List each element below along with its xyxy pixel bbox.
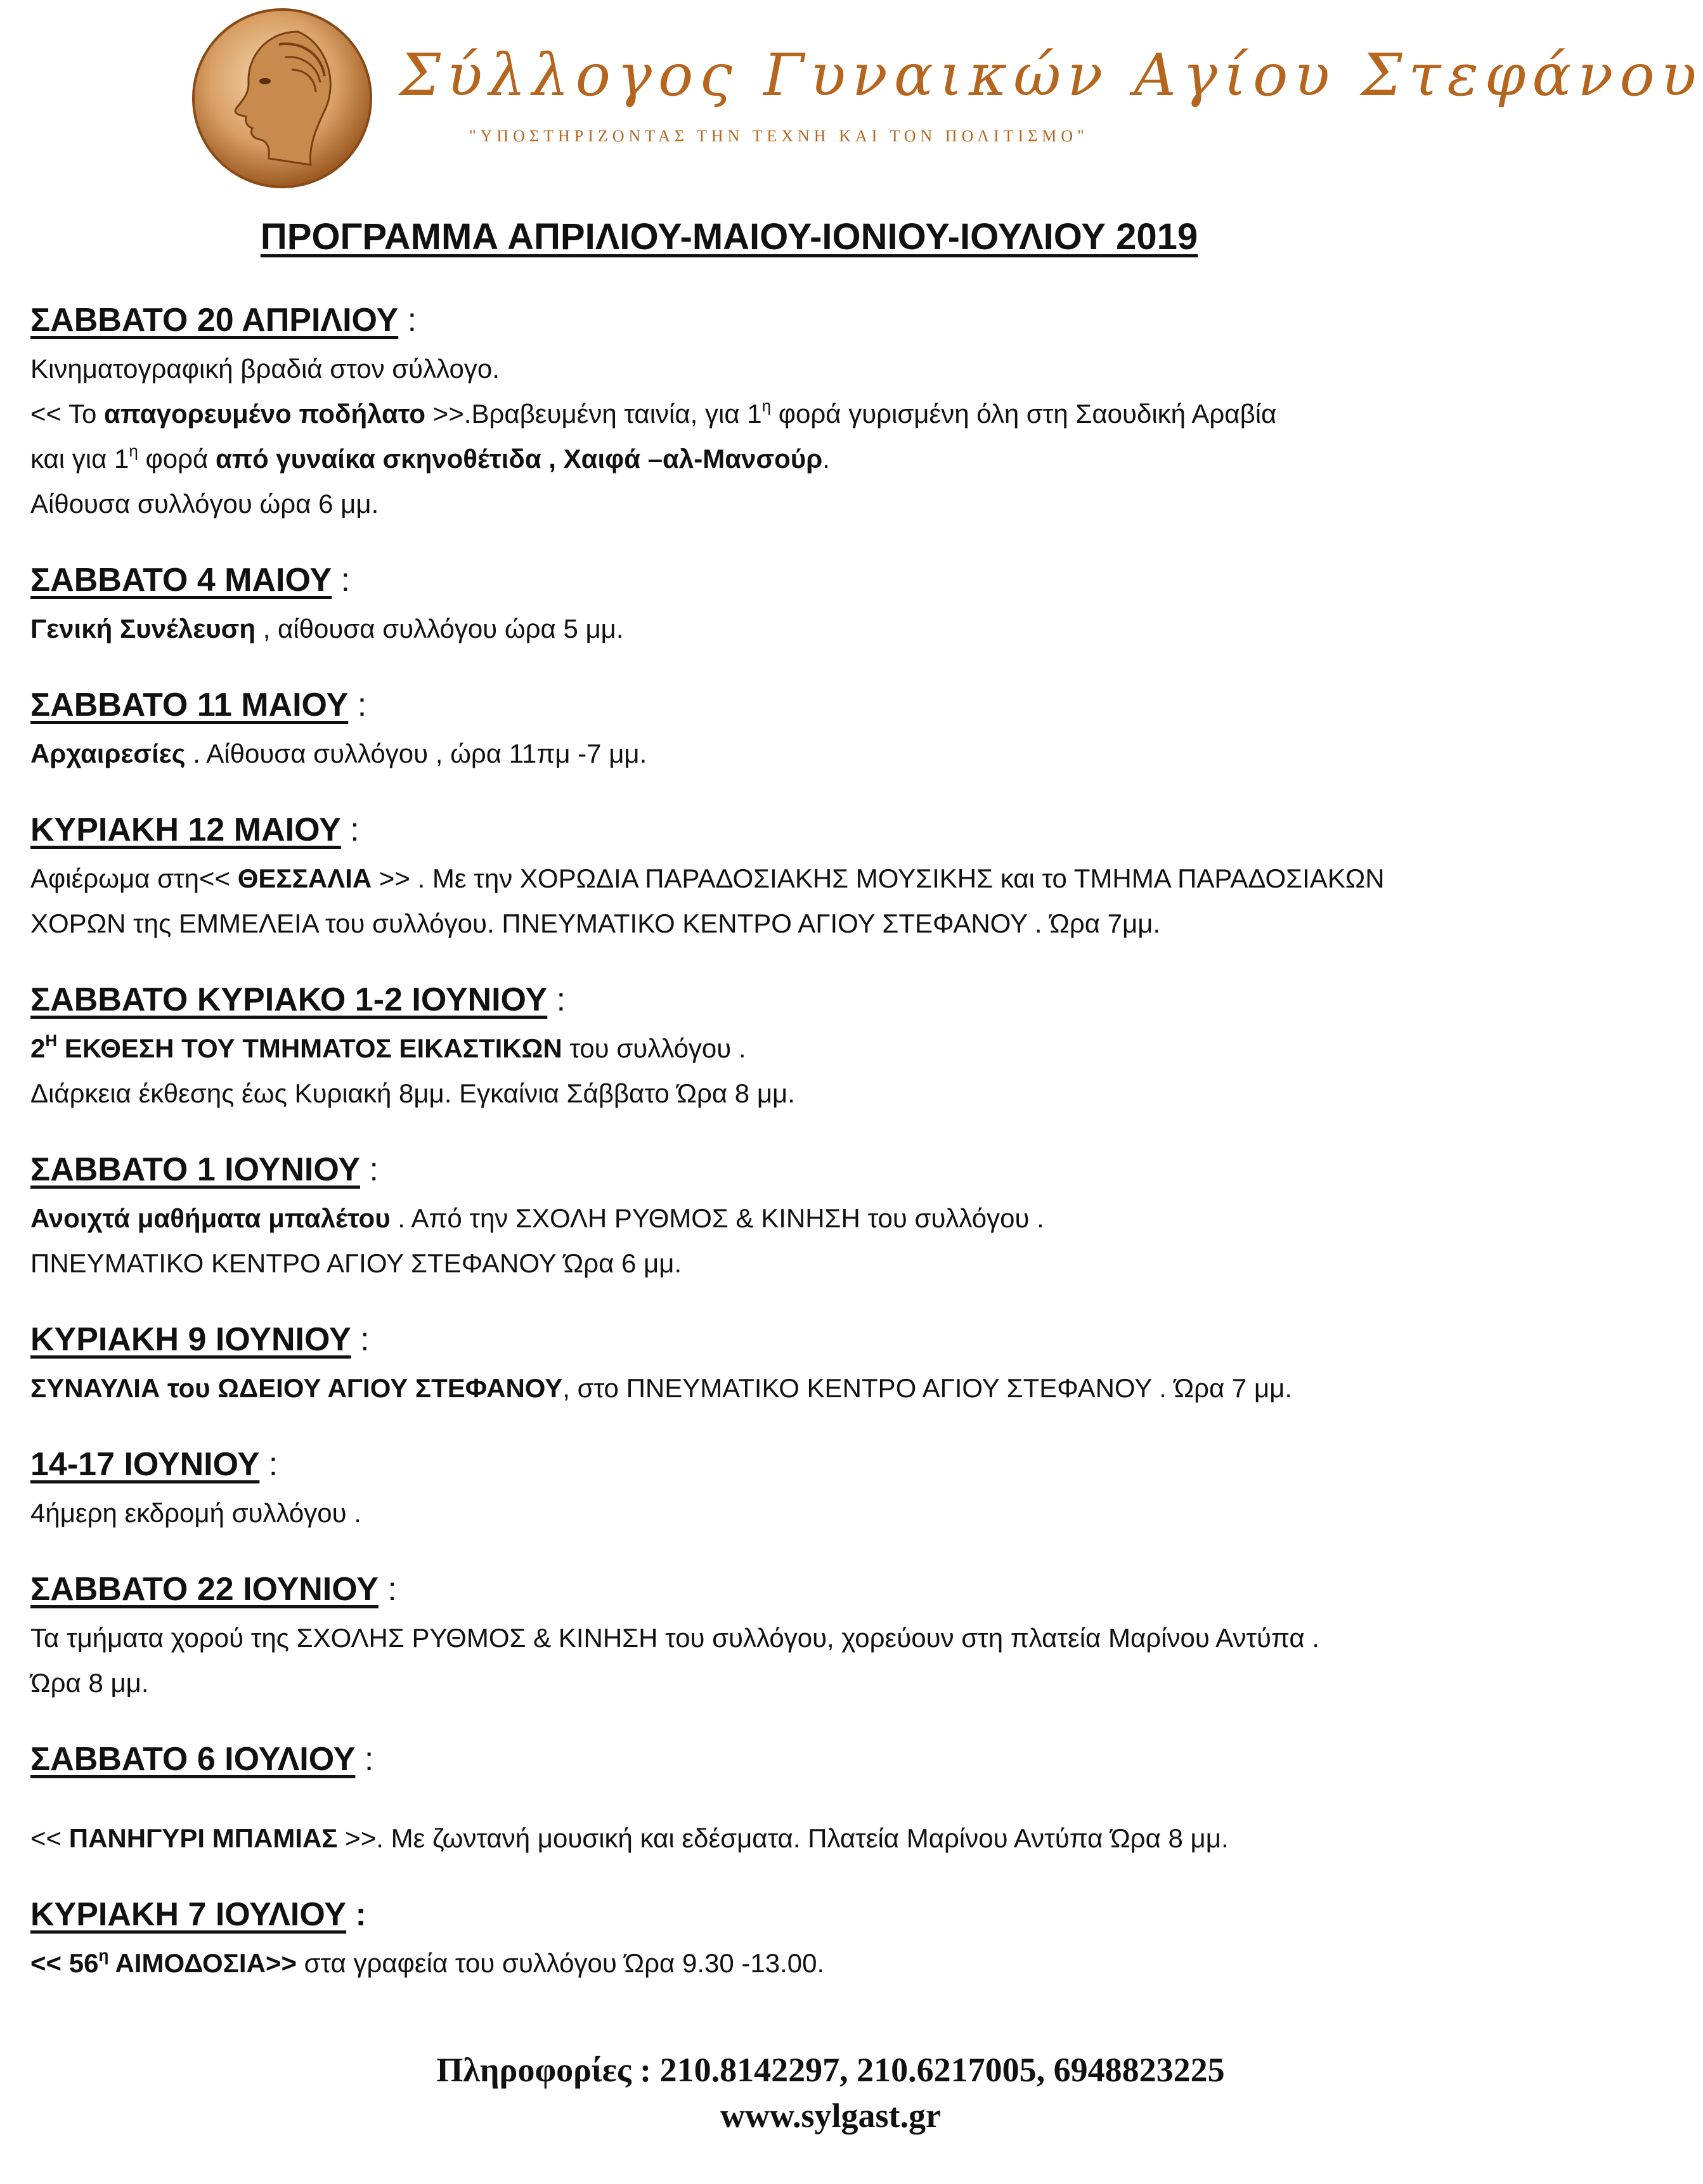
event-text: , αίθουσα συλλόγου ώρα 5 μμ. xyxy=(256,614,624,643)
event-date-heading xyxy=(30,558,1476,602)
event-date: ΣΑΒΒΑΤΟ 11 ΜΑΙΟΥ xyxy=(30,687,349,723)
event-text-bold: από γυναίκα σκηνοθέτιδα , Χαιφά –αλ-Μανσούρ xyxy=(216,444,823,474)
page-title: ΠΡΟΓΡΑΜΜΑ ΑΠΡΙΛΙΟΥ-ΜΑΙΟΥ-ΙΟΝΙΟΥ-ΙΟΥΛΙΟΥ 2019 xyxy=(260,216,1198,257)
event-date-heading xyxy=(30,683,1476,727)
event-detail-line xyxy=(30,1660,1476,1705)
event-text: στα γραφεία του συλλόγου Ώρα 9.30 -13.00. xyxy=(296,1948,825,1978)
event-date-colon: : xyxy=(360,1151,379,1188)
event-detail-line xyxy=(30,1071,1476,1116)
event-text: >> . Με την ΧΟΡΩΔΙΑ ΠΑΡΑΔΟΣΙΑΚΗΣ ΜΟΥΣΙΚΗΣ και το ΤΜΗΜΑ ΠΑΡΑΔΟΣΙΑΚΩΝ xyxy=(372,863,1385,893)
event-date-heading xyxy=(30,1442,1476,1487)
event-text-bold: Γενική Συνέλευση xyxy=(30,614,256,643)
event-detail-line xyxy=(30,901,1476,946)
event-text: Κινηματογραφική βραδιά στον σύλλογο. xyxy=(30,354,500,384)
event-detail-line xyxy=(30,1366,1476,1411)
event-detail-line xyxy=(30,731,1476,776)
event-date-colon: : xyxy=(355,1741,374,1778)
event-text: του συλλόγου . xyxy=(562,1033,746,1063)
event-date-heading xyxy=(30,1892,1476,1937)
event-detail-line xyxy=(30,1941,1476,1986)
event-detail-line xyxy=(30,856,1476,901)
event-text: φορά xyxy=(138,444,216,474)
event-detail-line xyxy=(30,1615,1476,1660)
event-date-colon: : xyxy=(332,562,351,598)
event-date: ΚΥΡΙΑΚΗ 7 ΙΟΥΛΙΟΥ xyxy=(30,1896,347,1933)
event-date-colon: : xyxy=(398,302,417,339)
event-detail-line xyxy=(30,1196,1476,1241)
event-detail-line xyxy=(30,1026,1476,1071)
event-date-heading xyxy=(30,298,1476,342)
event-date: ΣΑΒΒΑΤΟ 20 ΑΠΡΙΛΙΟΥ xyxy=(30,302,399,339)
event-text-bold: Η xyxy=(45,1031,58,1050)
website-link[interactable]: www.sylgast.gr xyxy=(720,2097,941,2135)
event-text: φορά γυρισμένη όλη στη Σαουδική Αραβία xyxy=(771,399,1277,429)
event-date: ΣΑΒΒΑΤΟ 6 ΙΟΥΛΙΟΥ xyxy=(30,1741,356,1778)
event-item xyxy=(30,1567,1476,1705)
event-detail-line xyxy=(30,436,1476,481)
event-text-bold: απαγορευμένο ποδήλατο xyxy=(104,399,426,429)
event-text: 4ήμερη εκδρομή συλλόγου . xyxy=(30,1498,361,1528)
event-text: Αίθουσα συλλόγου ώρα 6 μμ. xyxy=(30,489,379,519)
event-text-bold: 2 xyxy=(30,1033,46,1063)
organization-name: Σύλλογος Γυναικών Αγίου Στεφάνου xyxy=(399,41,1703,109)
event-detail-line xyxy=(30,346,1476,391)
event-date-heading xyxy=(30,1147,1476,1192)
event-item xyxy=(30,1147,1476,1286)
event-text-bold: Αρχαιρεσίες xyxy=(30,739,186,768)
event-detail-line xyxy=(30,606,1476,651)
event-detail-line xyxy=(30,481,1476,526)
event-text-bold: ΣΥΝΑΥΛΙΑ του ΩΔΕΙΟΥ ΑΓΙΟΥ ΣΤΕΦΑΝΟΥ xyxy=(30,1373,563,1403)
event-date-colon: : xyxy=(259,1446,278,1483)
event-date-heading xyxy=(30,1737,1476,1781)
event-item xyxy=(30,808,1476,946)
spacer xyxy=(30,1785,1476,1816)
event-date: ΣΑΒΒΑΤΟ 1 ΙΟΥΝΙΟΥ xyxy=(30,1151,360,1188)
events-list xyxy=(30,298,1476,2017)
event-date-heading xyxy=(30,1317,1476,1362)
event-text: . Αίθουσα συλλόγου , ώρα 11πμ -7 μμ. xyxy=(185,739,647,768)
event-detail-line xyxy=(30,1490,1476,1535)
event-date-heading xyxy=(30,808,1476,852)
event-date: ΣΑΒΒΑΤΟ 22 ΙΟΥΝΙΟΥ xyxy=(30,1571,379,1608)
event-text-bold: << 56 xyxy=(30,1948,99,1978)
event-text: ΧΟΡΩΝ της ΕΜΜΕΛΕΙΑ του συλλόγου. ΠΝΕΥΜΑΤΙΚΟ ΚΕΝΤΡΟ ΑΓΙΟΥ ΣΤΕΦΑΝΟΥ . Ώρα 7μμ. xyxy=(30,908,1161,938)
event-detail-line xyxy=(30,1816,1476,1861)
event-item xyxy=(30,1317,1476,1411)
event-text: και για 1 xyxy=(30,444,129,474)
organization-logo xyxy=(190,6,1703,190)
event-date-colon: : xyxy=(351,1321,370,1358)
event-text: << Το xyxy=(30,399,105,429)
event-text-bold: η xyxy=(98,1946,109,1965)
event-item xyxy=(30,978,1476,1116)
event-text: ΠΝΕΥΜΑΤΙΚΟ ΚΕΝΤΡΟ ΑΓΙΟΥ ΣΤΕΦΑΝΟΥ Ώρα 6 μμ. xyxy=(30,1248,682,1278)
event-text: Ώρα 8 μμ. xyxy=(30,1668,149,1698)
event-detail-line xyxy=(30,1241,1476,1286)
event-date-heading xyxy=(30,978,1476,1022)
event-item xyxy=(30,1892,1476,1986)
event-date-colon: : xyxy=(340,811,359,848)
event-date: ΚΥΡΙΑΚΗ 9 ΙΟΥΝΙΟΥ xyxy=(30,1321,351,1358)
event-date-colon: : xyxy=(346,1896,366,1933)
event-text-bold: Ανοιχτά μαθήματα μπαλέτου xyxy=(30,1203,391,1233)
event-item xyxy=(30,298,1476,526)
event-text: << xyxy=(30,1823,69,1853)
event-text-bold: ΑΙΜΟΔΟΣΙΑ>> xyxy=(108,1948,297,1978)
medallion-head-icon xyxy=(190,6,374,190)
organization-motto: "ΥΠΟΣΤΗΡΙΖΟΝΤΑΣ ΤΗΝ ΤΕΧΝΗ ΚΑΙ ΤΟΝ ΠΟΛΙΤΙΣΜΟ" xyxy=(469,127,1089,145)
event-date: ΣΑΒΒΑΤΟ 4 ΜΑΙΟΥ xyxy=(30,562,332,598)
event-text-bold: ΘΕΣΣΑΛΙΑ xyxy=(237,863,372,893)
event-text: Αφιέρωμα στη<< xyxy=(30,863,238,893)
event-detail-line xyxy=(30,391,1476,436)
event-text: Τα τμήματα χορού της ΣΧΟΛΗΣ ΡΥΘΜΟΣ & ΚΙΝΗΣΗ του συλλόγου, χορεύουν στη πλατεία Μαρίνου Αντύπα . xyxy=(30,1623,1319,1653)
contact-info: Πληροφορίες : 210.8142297, 210.6217005, 6948823225 xyxy=(436,2051,1225,2089)
event-text: >>. Με ζωντανή μουσική και εδέσματα. Πλατεία Μαρίνου Αντύπα Ώρα 8 μμ. xyxy=(337,1823,1229,1853)
event-date-colon: : xyxy=(348,687,367,723)
event-item xyxy=(30,1442,1476,1535)
event-text: . xyxy=(822,444,830,474)
event-date: 14-17 ΙΟΥΝΙΟΥ xyxy=(30,1446,260,1483)
event-text-bold: ΕΚΘΕΣΗ ΤΟΥ ΤΜΗΜΑΤΟΣ ΕΙΚΑΣΤΙΚΩΝ xyxy=(57,1033,562,1063)
event-text: , στο ΠΝΕΥΜΑΤΙΚΟ ΚΕΝΤΡΟ ΑΓΙΟΥ ΣΤΕΦΑΝΟΥ . Ώρα 7 μμ. xyxy=(562,1373,1293,1403)
event-text: >>.Βραβευμένη ταινία, για 1 xyxy=(425,399,762,429)
event-text: . Από την ΣΧΟΛΗ ΡΥΘΜΟΣ & ΚΙΝΗΣΗ του συλλόγου . xyxy=(390,1203,1044,1233)
event-date-colon: : xyxy=(547,981,566,1018)
event-item xyxy=(30,558,1476,651)
event-text: η xyxy=(761,396,772,415)
event-item xyxy=(30,1737,1476,1861)
event-text: Διάρκεια έκθεσης έως Κυριακή 8μμ. Εγκαίνια Σάββατο Ώρα 8 μμ. xyxy=(30,1078,795,1108)
event-date: ΣΑΒΒΑΤΟ ΚΥΡΙΑΚΟ 1-2 ΙΟΥΝΙΟΥ xyxy=(30,981,548,1018)
event-text: η xyxy=(129,441,138,460)
event-date: ΚΥΡΙΑΚΗ 12 ΜΑΙΟΥ xyxy=(30,811,341,848)
event-text-bold: ΠΑΝΗΓΥΡΙ ΜΠΑΜΙΑΣ xyxy=(68,1823,338,1853)
event-date-heading xyxy=(30,1567,1476,1612)
event-date-colon: : xyxy=(378,1571,397,1608)
event-item xyxy=(30,683,1476,776)
